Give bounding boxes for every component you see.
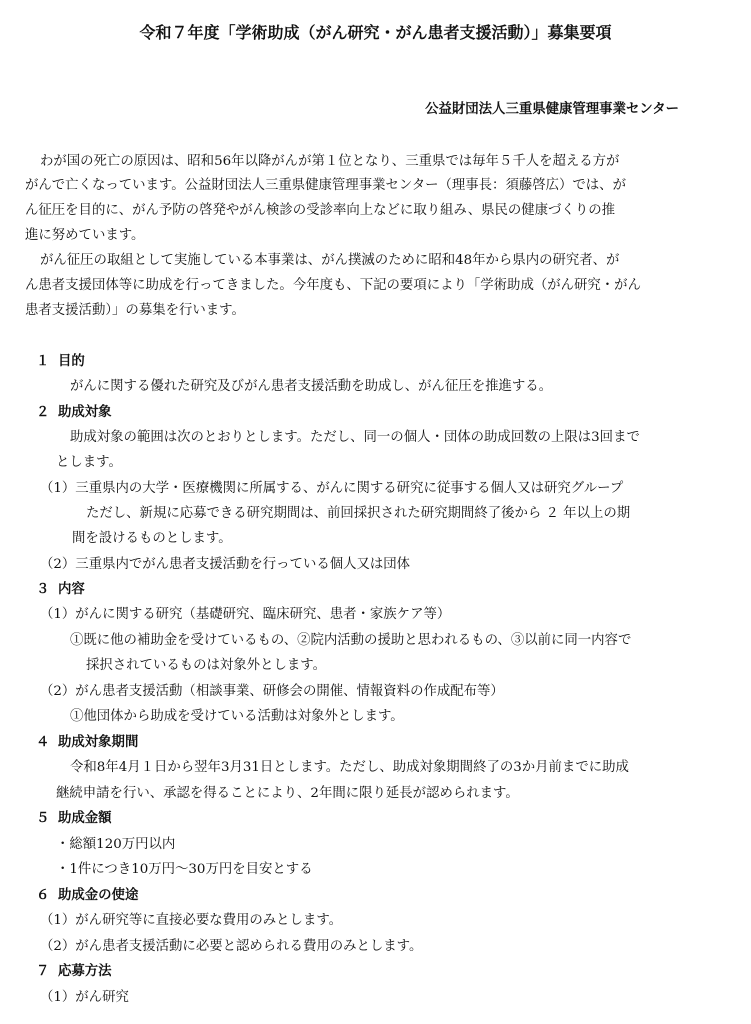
section-heading	[36, 962, 112, 982]
application-item: （1）がん研究	[40, 990, 129, 1005]
period-text: 継続申請を行い、承認を得ることにより、2年間に限り延長が認められます。	[56, 786, 519, 801]
organization-name: 公益財団法人三重県健康管理事業センター	[425, 102, 679, 117]
section-number: ７	[36, 964, 50, 979]
period-text: 令和8年4月１日から翌年3月31日とします。ただし、助成対象期間終了の3か月前までに助成	[70, 760, 629, 775]
section-title: 助成金額	[58, 811, 112, 826]
section-heading	[36, 403, 112, 423]
usage-item: （1）がん研究等に直接必要な費用のみとします。	[40, 913, 343, 928]
section-number: １	[36, 354, 50, 369]
intro-line: ん患者支援団体等に助成を行ってきました。今年度も、下記の要項により「学術助成（がん研究・がん	[25, 278, 641, 293]
intro-line: がん征圧の取組として実施している本事業は、がん撲滅のために昭和48年から県内の研究者、が	[40, 253, 620, 268]
purpose-text: がんに関する優れた研究及びがん患者支援活動を助成し、がん征圧を推進する。	[70, 379, 553, 394]
section-number: ５	[36, 811, 50, 826]
content-item-note: ①他団体から助成を受けている活動は対象外とします。	[70, 709, 404, 724]
content-item-note: ①既に他の補助金を受けているもの、②院内活動の援助と思われるもの、③以前に同一内容で	[70, 633, 632, 648]
section-title: 助成対象	[58, 405, 112, 420]
target-text: とします。	[56, 455, 122, 470]
target-text: 助成対象の範囲は次のとおりとします。ただし、同一の個人・団体の助成回数の上限は3回まで	[70, 430, 640, 445]
target-item-note: 間を設けるものとします。	[72, 531, 232, 546]
section-heading	[36, 809, 112, 829]
section-number: ２	[36, 405, 50, 420]
section-title: 内容	[58, 582, 85, 597]
content-item: （1）がんに関する研究（基礎研究、臨床研究、患者・家族ケア等）	[40, 607, 451, 622]
section-heading	[36, 886, 138, 906]
section-heading	[36, 352, 85, 372]
document-title: 令和７年度「学術助成（がん研究・がん患者支援活動）」募集要項	[139, 23, 612, 42]
section-number: ４	[36, 735, 50, 750]
section-heading	[36, 733, 138, 753]
target-item-note: ただし、新規に応募できる研究期間は、前回採択された研究期間終了後から ２ 年以上の期	[86, 506, 631, 521]
intro-line: 進に努めています。	[25, 228, 145, 243]
section-heading	[36, 580, 85, 600]
intro-line: 患者支援活動）」の募集を行います。	[25, 303, 245, 318]
section-title: 応募方法	[58, 964, 112, 979]
section-title: 目的	[58, 354, 85, 369]
section-number: ６	[36, 888, 50, 903]
intro-line: ん征圧を目的に、がん予防の啓発やがん検診の受診率向上などに取り組み、県民の健康づくりの推	[25, 203, 615, 218]
target-item: （2）三重県内でがん患者支援活動を行っている個人又は団体	[40, 557, 411, 572]
intro-line: わが国の死亡の原因は、昭和56年以降がんが第１位となり、三重県では毎年５千人を超える方が	[40, 154, 620, 169]
intro-line: がんで亡くなっています。公益財団法人三重県健康管理事業センター（理事長：須藤啓広）では、が	[25, 178, 626, 193]
section-title: 助成金の使途	[58, 888, 139, 903]
target-item: （1）三重県内の大学・医療機関に所属する、がんに関する研究に従事する個人又は研究グループ	[40, 481, 624, 496]
content-item-note: 採択されているものは対象外とします。	[86, 658, 326, 673]
amount-item: ・1件につき10万円～30万円を目安とする	[56, 862, 313, 877]
section-number: ３	[36, 582, 50, 597]
section-title: 助成対象期間	[58, 735, 139, 750]
content-item: （2）がん患者支援活動（相談事業、研修会の開催、情報資料の作成配布等）	[40, 684, 504, 699]
usage-item: （2）がん患者支援活動に必要と認められる費用のみとします。	[40, 939, 423, 954]
amount-item: ・総額120万円以内	[56, 837, 176, 852]
